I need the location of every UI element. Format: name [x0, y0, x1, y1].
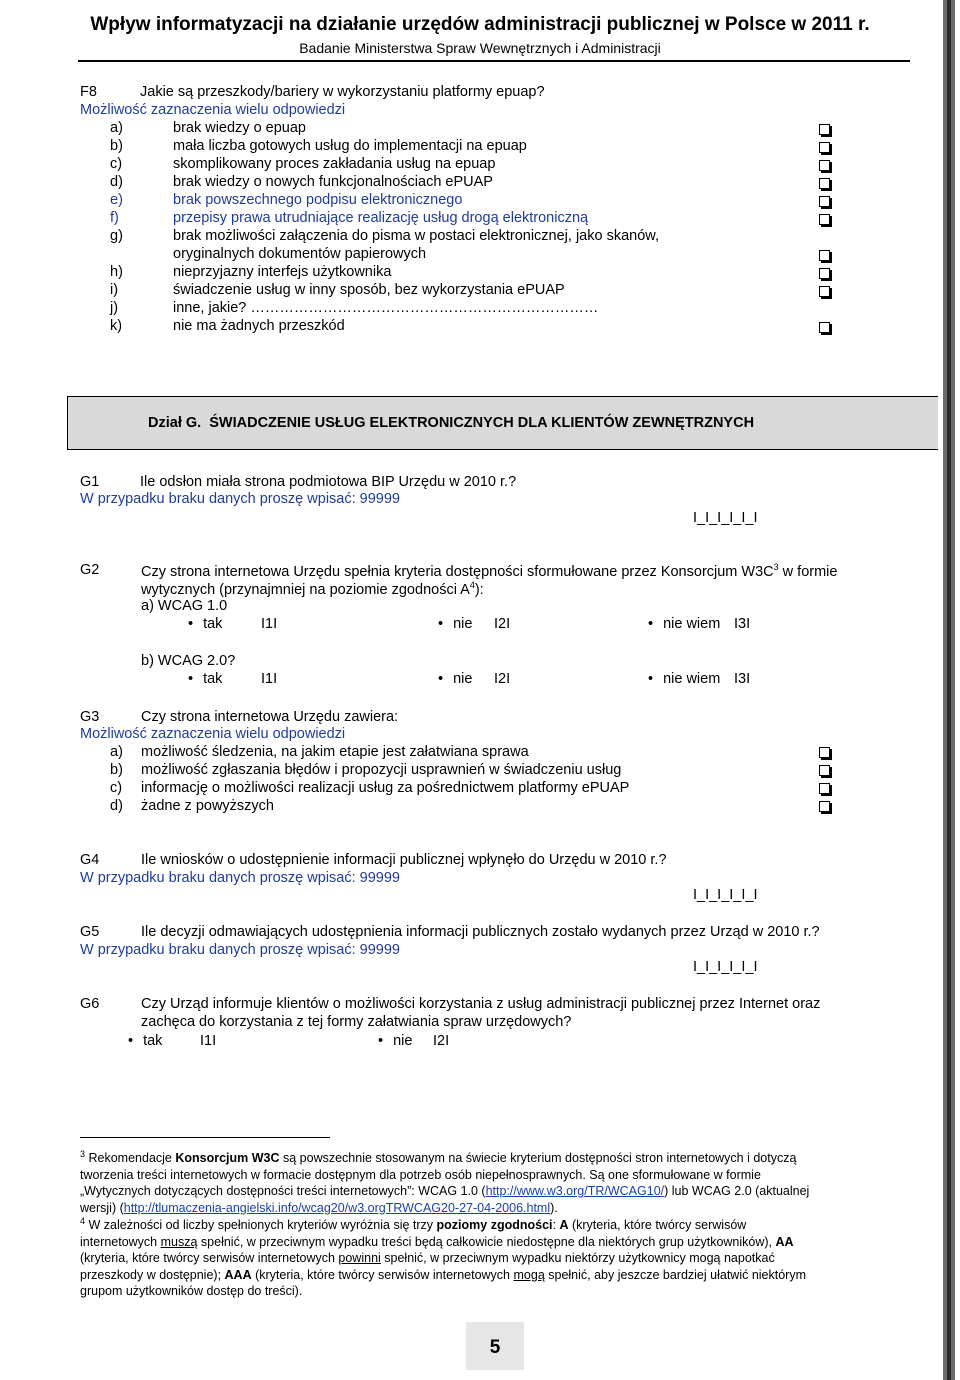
checkbox-f8-e[interactable] — [819, 196, 830, 207]
footnote-bold: AA — [775, 1234, 794, 1249]
choice-code: I3I — [734, 616, 751, 632]
choice-code: I2I — [494, 671, 511, 687]
option-letter: e) — [110, 192, 123, 208]
option-label: skomplikowany proces zakładania usług na epuap — [173, 156, 496, 172]
question-text: ): — [474, 581, 484, 598]
option-letter: c) — [110, 156, 123, 172]
checkbox-f8-a[interactable] — [819, 124, 830, 135]
footnote-4 — [80, 1213, 930, 1300]
choice-code: I3I — [734, 671, 751, 687]
option-label: żadne z powyższych — [141, 798, 274, 814]
question-code-g5: G5 — [80, 924, 100, 940]
sub-question-wcag10: a) WCAG 1.0 — [141, 598, 228, 614]
question-g2-line2 — [141, 580, 484, 598]
footnote-line: tworzenia treści internetowych w formacie dostępnym dla potrzeb osób niepełnosprawnych. Są one sformułowane w formie — [80, 1167, 761, 1182]
question-text: w formie — [778, 563, 838, 580]
section-label: Dział G. — [148, 415, 202, 431]
choice-label: tak — [143, 1033, 163, 1049]
footnote-text: Rekomendacje — [85, 1151, 176, 1166]
page-subtitle: Badanie Ministerstwa Spraw Wewnętrznych i Administracji — [299, 40, 661, 56]
option-label: przepisy prawa utrudniające realizację usług drogą elektroniczną — [173, 210, 589, 226]
footnote-ref-3[interactable]: 3 — [773, 562, 779, 572]
option-label: mała liczba gotowych usług do implementacji na epuap — [173, 138, 527, 154]
option-label: informację o możliwości realizacji usług za pośrednictwem platformy ePUAP — [141, 780, 630, 796]
question-code-g1: G1 — [80, 474, 100, 490]
question-text: wytycznych (przynajmniej na poziomie zgodności A — [141, 581, 470, 598]
option-letter: h) — [110, 264, 123, 280]
option-letter: b) — [110, 138, 123, 154]
footnote-number: 4 — [80, 1216, 86, 1226]
footnote-text: przeszkody w dostępnie); — [80, 1267, 225, 1282]
footnote-underline: powinni — [338, 1251, 381, 1266]
footnote-line — [80, 1267, 930, 1284]
option-label: brak powszechnego podpisu elektronicznego — [173, 192, 463, 208]
option-letter: k) — [110, 318, 123, 334]
question-code-g4: G4 — [80, 852, 100, 868]
checkbox-g3-b[interactable] — [819, 765, 830, 776]
option-letter: a) — [110, 120, 123, 136]
choice-label: nie — [453, 616, 473, 632]
choice-nie-wcag10[interactable] — [438, 616, 472, 632]
footnote-text: : — [552, 1218, 560, 1233]
option-letter: b) — [110, 762, 123, 778]
wcag20-link[interactable]: http://tlumaczenia-angielski.info/wcag20/w3.orgTRWCAG20-27-04-2006.html — [123, 1200, 551, 1215]
footnote-text: są powszechnie stosowanym na świecie kryterium dostępności stron internetowych i dotyczą — [279, 1151, 797, 1166]
option-label-continued: oryginalnych dokumentów papierowych — [173, 246, 427, 262]
footnote-bold: poziomy zgodności — [436, 1218, 553, 1233]
footnote-line: grupom użytkowników dostęp do treści). — [80, 1284, 303, 1299]
question-code-g2: G2 — [80, 562, 100, 578]
choice-label: nie — [453, 671, 473, 687]
footnote-underline: mogą — [513, 1267, 545, 1282]
page-number: 5 — [489, 1337, 501, 1358]
footnote-text: (kryteria, które twórcy serwisów — [568, 1218, 747, 1233]
footnote-3 — [80, 1146, 930, 1216]
option-letter: f) — [110, 210, 119, 226]
footnote-underline: muszą — [160, 1234, 198, 1249]
footnote-ref-4[interactable]: 4 — [469, 580, 475, 590]
question-code-f8: F8 — [80, 84, 97, 100]
checkbox-f8-b[interactable] — [819, 142, 830, 153]
footnote-text: W zależności od liczby spełnionych kryteriów wyróżnia się trzy — [85, 1218, 437, 1233]
option-label: możliwość zgłaszania błędów i propozycji usprawnień w świadczeniu usług — [141, 762, 622, 778]
option-label: nie ma żadnych przeszkód — [173, 318, 345, 334]
question-g6-line2: zachęca do korzystania z tej formy załatwiania spraw urzędowych? — [141, 1014, 572, 1030]
checkbox-f8-g[interactable] — [819, 250, 830, 261]
choice-code: I1I — [200, 1033, 217, 1049]
footnote-line — [80, 1183, 930, 1200]
question-g4: Ile wniosków o udostępnienie informacji publicznej wpłynęło do Urzędu w 2010 r.? — [141, 852, 667, 868]
section-title: ŚWIADCZENIE USŁUG ELEKTRONICZNYCH DLA KLIENTÓW ZEWNĘTRZNYCH — [209, 415, 755, 431]
choice-nie-wcag20[interactable] — [438, 671, 472, 687]
question-text: Czy strona internetowa Urzędu spełnia kryteria dostępności sformułowane przez Konsorcjum W3C — [141, 563, 774, 580]
choice-label: tak — [203, 671, 223, 687]
option-letter: c) — [110, 780, 123, 796]
option-letter: g) — [110, 228, 123, 244]
footnote-text: (kryteria, które twórcy serwisów internetowych — [80, 1251, 339, 1266]
page-title: Wpływ informatyzacji na działanie urzędów administracji publicznej w Polsce w 2011 r. — [90, 14, 870, 35]
section-header — [67, 396, 951, 450]
footnote-line — [80, 1213, 930, 1234]
choice-code: I1I — [261, 616, 278, 632]
question-g1: Ile odsłon miała strona podmiotowa BIP Urzędu w 2010 r.? — [140, 474, 517, 490]
question-g3: Czy strona internetowa Urzędu zawiera: — [141, 709, 399, 725]
no-data-note-g1: W przypadku braku danych proszę wpisać: 99999 — [80, 491, 400, 507]
choice-code: I2I — [494, 616, 511, 632]
checkbox-f8-k[interactable] — [819, 322, 830, 333]
no-data-note-g5: W przypadku braku danych proszę wpisać: 99999 — [80, 942, 400, 958]
choice-nie-g6[interactable] — [378, 1033, 412, 1049]
footnote-text: ) lub WCAG 2.0 (aktualnej — [664, 1184, 810, 1199]
numeric-field-g1[interactable]: I_I_I_I_I_I — [693, 510, 758, 526]
choice-label: nie — [393, 1033, 413, 1049]
footnote-line — [80, 1146, 930, 1167]
multi-answer-note-g3: Możliwość zaznaczenia wielu odpowiedzi — [80, 726, 346, 742]
checkbox-f8-h[interactable] — [819, 268, 830, 279]
page-edge-frame — [938, 0, 960, 1380]
question-g6-line1: Czy Urząd informuje klientów o możliwości korzystania z usług administracji publicznej przez Internet oraz — [141, 996, 821, 1012]
option-letter: a) — [110, 744, 123, 760]
option-letter: j) — [110, 300, 119, 316]
numeric-field-g4[interactable]: I_I_I_I_I_I — [693, 887, 758, 903]
numeric-field-g5[interactable]: I_I_I_I_I_I — [693, 959, 758, 975]
option-letter: d) — [110, 798, 123, 814]
question-g2-line1 — [141, 562, 837, 580]
footnote-text: „Wytycznych dotyczących dostępności treści internetowych”: WCAG 1.0 ( — [80, 1184, 486, 1199]
choice-label: tak — [203, 616, 223, 632]
question-code-g3: G3 — [80, 709, 100, 725]
choice-code: I1I — [261, 671, 278, 687]
checkbox-g3-c[interactable] — [819, 783, 830, 794]
footnote-text: spełnić, aby jeszcze bardziej ułatwić niektórym — [544, 1267, 806, 1282]
option-other-input[interactable]: inne, jakie? ……………………………………………………………… — [173, 300, 599, 316]
choice-tak-wcag20[interactable] — [188, 671, 222, 687]
option-label: możliwość śledzenia, na jakim etapie jest załatwiana sprawa — [141, 744, 529, 760]
option-label: nieprzyjazny interfejs użytkownika — [173, 264, 392, 280]
footnote-text: spełnić, w przeciwnym wypadku niektórzy użytkownicy mogą napotkać — [380, 1251, 775, 1266]
footnote-line — [80, 1250, 930, 1267]
question-code-g6: G6 — [80, 996, 100, 1012]
footnote-bold: A — [559, 1218, 569, 1233]
wcag10-link[interactable]: http://www.w3.org/TR/WCAG10/ — [485, 1184, 665, 1199]
footnote-text: internetowych — [80, 1234, 161, 1249]
option-label: świadczenie usług w inny sposób, bez wykorzystania ePUAP — [173, 282, 565, 298]
sub-question-wcag20: b) WCAG 2.0? — [141, 653, 236, 669]
option-label: brak wiedzy o nowych funkcjonalnościach ePUAP — [173, 174, 493, 190]
section-heading — [148, 415, 754, 431]
footnote-text: spełnić, w przeciwnym wypadku treści będą całkowicie niedostępne dla niektórych grup użytkowników), — [197, 1234, 776, 1249]
checkbox-f8-d[interactable] — [819, 178, 830, 189]
checkbox-f8-i[interactable] — [819, 286, 830, 297]
option-letter: i) — [110, 282, 119, 298]
question-g5: Ile decyzji odmawiających udostępnienia informacji publicznych zostało wydanych przez Urząd w 2010 r.? — [141, 924, 820, 940]
checkbox-g3-a[interactable] — [819, 747, 830, 758]
choice-nie-wiem-wcag20[interactable] — [648, 671, 720, 687]
footnote-divider — [80, 1137, 330, 1138]
checkbox-g3-d[interactable] — [819, 801, 830, 812]
choice-code: I2I — [433, 1033, 450, 1049]
choice-label: nie wiem — [663, 671, 721, 687]
footnote-line — [80, 1234, 930, 1251]
choice-label: nie wiem — [663, 616, 721, 632]
footnote-number: 3 — [80, 1149, 86, 1159]
checkbox-f8-c[interactable] — [819, 160, 830, 171]
multi-answer-note-f8: Możliwość zaznaczenia wielu odpowiedzi — [80, 102, 346, 118]
footnote-bold: AAA — [224, 1267, 252, 1282]
question-f8: Jakie są przeszkody/bariery w wykorzystaniu platformy epuap? — [140, 84, 545, 100]
footnote-text: (kryteria, które twórcy serwisów internetowych — [251, 1267, 514, 1282]
option-label: brak możliwości załączenia do pisma w postaci elektronicznej, jako skanów, — [173, 228, 659, 244]
choice-nie-wiem-wcag10[interactable] — [648, 616, 720, 632]
choice-tak-wcag10[interactable] — [188, 616, 222, 632]
footnote-text: ). — [550, 1200, 558, 1215]
choice-tak-g6[interactable] — [128, 1033, 162, 1049]
header-divider — [78, 60, 910, 62]
footnote-text: wersji) ( — [80, 1200, 124, 1215]
footnote-bold: Konsorcjum W3C — [175, 1151, 280, 1166]
option-letter: d) — [110, 174, 123, 190]
checkbox-f8-f[interactable] — [819, 214, 830, 225]
option-label: brak wiedzy o epuap — [173, 120, 306, 136]
no-data-note-g4: W przypadku braku danych proszę wpisać: 99999 — [80, 870, 400, 886]
